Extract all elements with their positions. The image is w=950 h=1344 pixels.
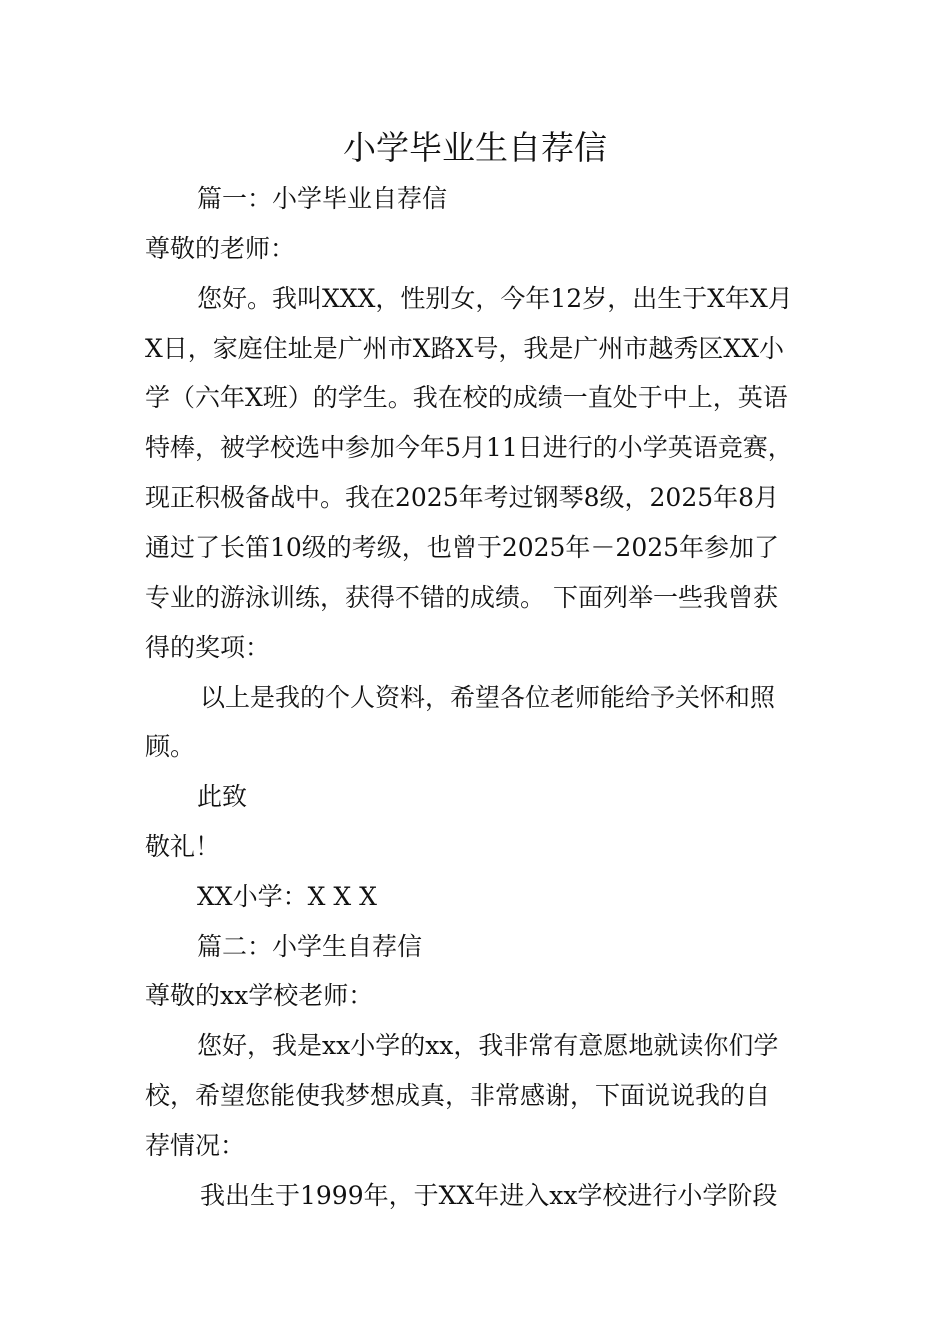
body-line: 您好。我叫XXX，性别女，今年12岁，出生于X年X月: [197, 284, 793, 313]
body-line: 特棒，被学校选中参加今年5月11日进行的小学英语竞赛，: [145, 433, 793, 462]
body-line: X日，家庭住址是广州市X路X号，我是广州市越秀区XX小: [145, 334, 784, 363]
closing-line: 敬礼！: [145, 832, 221, 861]
body-line: 您好，我是xx小学的xx，我非常有意愿地就读你们学: [197, 1031, 779, 1060]
body-line: 专业的游泳训练，获得不错的成绩。 下面列举一些我曾获: [145, 583, 778, 612]
body-line: 得的奖项：: [145, 633, 271, 662]
body-line: 我出生于1999年，于XX年进入xx学校进行小学阶段: [200, 1181, 778, 1210]
body-line: 以上是我的个人资料，希望各位老师能给予关怀和照: [200, 683, 776, 712]
section-heading-1: 篇一：小学毕业自荐信: [197, 184, 448, 213]
closing-line: 此致: [197, 782, 248, 811]
body-line: 顾。: [145, 732, 196, 761]
body-line: 现正积极备战中。我在2025年考过钢琴8级，2025年8月: [145, 483, 780, 512]
body-line: 学（六年X班）的学生。我在校的成绩一直处于中上，英语: [145, 383, 788, 412]
body-line: 荐情况：: [145, 1131, 246, 1160]
section-heading-2: 篇二：小学生自荐信: [197, 932, 423, 961]
salutation-1: 尊敬的老师：: [145, 234, 296, 263]
body-line: 通过了长笛10级的考级，也曾于2025年－2025年参加了: [145, 533, 780, 562]
salutation-2: 尊敬的xx学校老师：: [145, 981, 374, 1010]
document-title: 小学毕业生自荐信: [343, 128, 607, 167]
signature-line: XX小学：X X X: [197, 882, 377, 911]
body-line: 校，希望您能使我梦想成真，非常感谢，下面说说我的自: [145, 1081, 771, 1110]
